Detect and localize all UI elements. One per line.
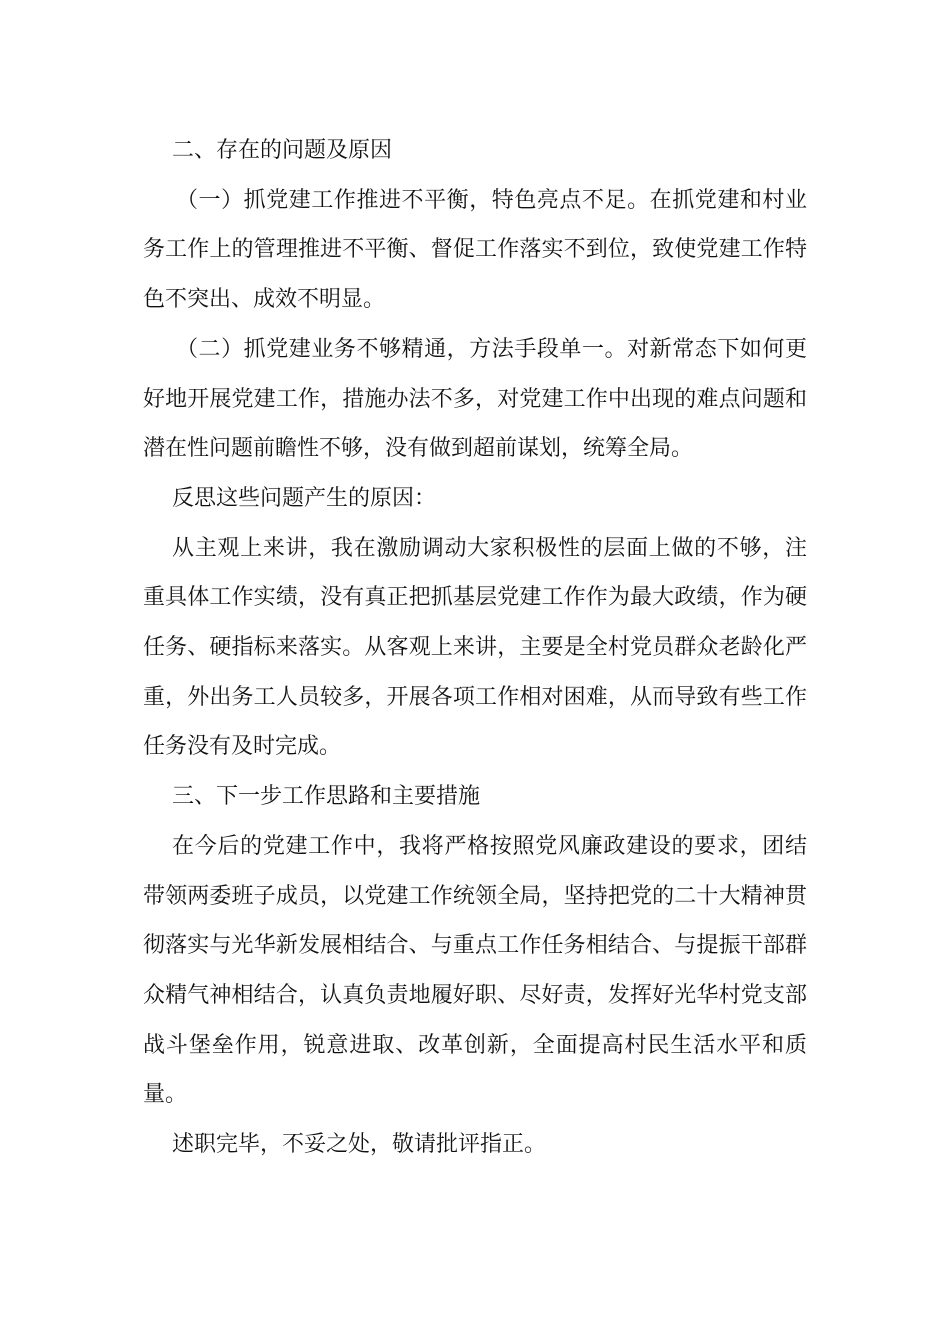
paragraph-reflection-causes: 从主观上来讲，我在激励调动大家积极性的层面上做的不够，注重具体工作实绩，没有真正把抓基层党建工作作为最大政绩，作为硬任务、硬指标来落实。从客观上来讲，主要是全村党员群众老龄化严重，外出务工人员较多，开展各项工作相对困难，从而导致有些工作任务没有及时完成。	[143, 535, 807, 760]
paragraph-problem-one: （一）抓党建工作推进不平衡，特色亮点不足。在抓党建和村业务工作上的管理推进不平衡、督促工作落实不到位，致使党建工作特色不突出、成效不明显。	[143, 187, 807, 313]
section-heading-problems: 二、存在的问题及原因	[172, 138, 393, 163]
paragraph-reflection-intro: 反思这些问题产生的原因：	[172, 485, 437, 511]
paragraph-next-steps: 在今后的党建工作中，我将严格按照党风廉政建设的要求，团结带领两委班子成员，以党建工作统领全局，坚持把党的二十大精神贯彻落实与光华新发展相结合、与重点工作任务相结合、与提振干部群众精气神相结合，认真负责地履好职、尽好责，发挥好光华村党支部战斗堡垒作用，锐意进取、改革创新，全面提高村民生活水平和质量。	[143, 833, 807, 1108]
document-body	[143, 126, 807, 1170]
section-heading-next-steps: 三、下一步工作思路和主要措施	[172, 784, 481, 810]
paragraph-problem-two: （二）抓党建业务不够精通，方法手段单一。对新常态下如何更好地开展党建工作，措施办法不多，对党建工作中出现的难点问题和潜在性问题前瞻性不够，没有做到超前谋划，统筹全局。	[143, 336, 807, 462]
paragraph-closing: 述职完毕，不妥之处，敬请批评指正。	[172, 1132, 547, 1158]
